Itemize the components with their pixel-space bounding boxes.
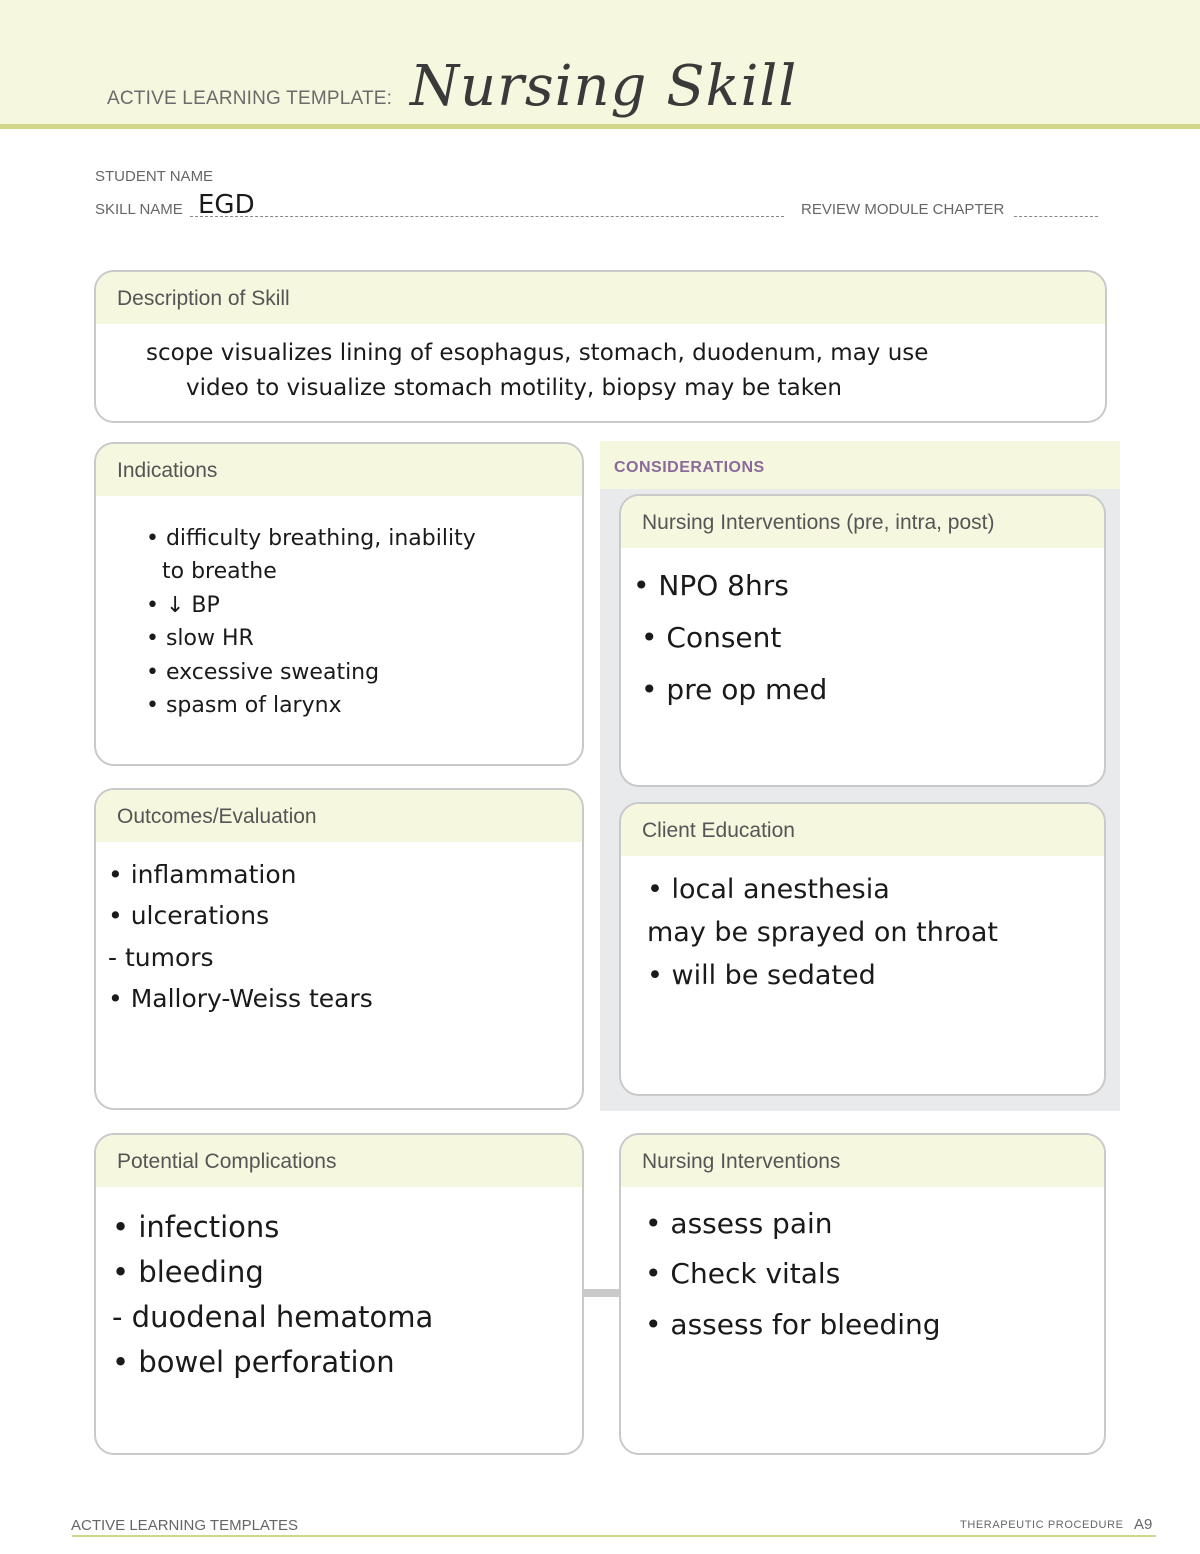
indications-line: • excessive sweating [146,659,380,685]
client-education-line: • local anesthesia [647,874,890,905]
nursing-interventions-pip-box [619,494,1106,787]
indications-body [96,496,582,723]
footer-section: THERAPEUTIC PROCEDURE [960,1519,1124,1531]
nursing-interventions-pip-heading: Nursing Interventions (pre, intra, post) [621,496,1104,548]
page-number: A9 [1134,1516,1153,1533]
header-rule [0,124,1200,129]
nursing-interventions-line: • assess for bleeding [645,1307,941,1341]
description-line: scope visualizes lining of esophagus, stomach, duodenum, may use [146,340,929,366]
nursing-interventions-body [621,1187,1104,1350]
outcomes-line: • Mallory-Weiss tears [108,983,373,1013]
outcomes-line: - tumors [108,942,214,972]
nursing-interventions-pip-line: • pre op med [641,672,828,706]
outcomes-heading: Outcomes/Evaluation [96,790,582,842]
description-heading: Description of Skill [96,272,1105,324]
complications-line: • infections [112,1210,280,1244]
outcomes-line: • ulcerations [108,901,270,931]
skill-name-line[interactable] [190,216,784,217]
outcomes-line: • inflammation [108,860,297,889]
client-education-heading: Client Education [621,804,1104,856]
nursing-interventions-pip-line: • Consent [641,620,782,654]
skill-name-value: EGD [198,190,255,220]
nursing-interventions-box [619,1133,1106,1455]
student-name-label: STUDENT NAME [95,168,214,185]
complications-heading: Potential Complications [96,1135,582,1187]
client-education-line: may be sprayed on throat [647,917,998,949]
client-education-line: • will be sedated [647,960,876,992]
complications-body [96,1187,582,1385]
description-box [94,270,1107,423]
page-title: Nursing Skill [410,54,798,119]
description-body [96,324,1105,405]
nursing-interventions-pip-line: • NPO 8hrs [633,569,789,602]
footer-left: ACTIVE LEARNING TEMPLATES [71,1517,298,1534]
considerations-label: CONSIDERATIONS [614,459,765,476]
outcomes-box [94,788,584,1110]
nursing-interventions-line: • Check vitals [645,1257,841,1291]
indications-line: • spasm of larynx [146,693,342,719]
indications-line: • slow HR [146,626,254,652]
complications-line: • bowel perforation [112,1344,395,1379]
complications-line: - duodenal hematoma [112,1299,434,1334]
template-label: ACTIVE LEARNING TEMPLATE: [107,88,393,109]
review-module-label: REVIEW MODULE CHAPTER [801,201,1005,218]
connector-bar [583,1289,619,1297]
skill-name-label: SKILL NAME [95,201,183,218]
outcomes-body [96,842,582,1019]
indications-line: to breathe [162,559,277,585]
indications-line: • difficulty breathing, inability [146,526,476,551]
indications-line: • ↓ BP [146,592,220,618]
nursing-interventions-line: • assess pain [645,1207,833,1240]
client-education-body [621,856,1104,998]
indications-heading: Indications [96,444,582,496]
complications-line: • bleeding [112,1254,264,1289]
review-module-line[interactable] [1014,216,1098,217]
footer-rule [72,1535,1156,1537]
description-line: video to visualize stomach motility, biopsy may be taken [186,374,842,401]
nursing-interventions-heading: Nursing Interventions [621,1135,1104,1187]
nursing-interventions-pip-body [621,548,1104,715]
indications-box [94,442,584,766]
complications-box [94,1133,584,1455]
client-education-box [619,802,1106,1096]
